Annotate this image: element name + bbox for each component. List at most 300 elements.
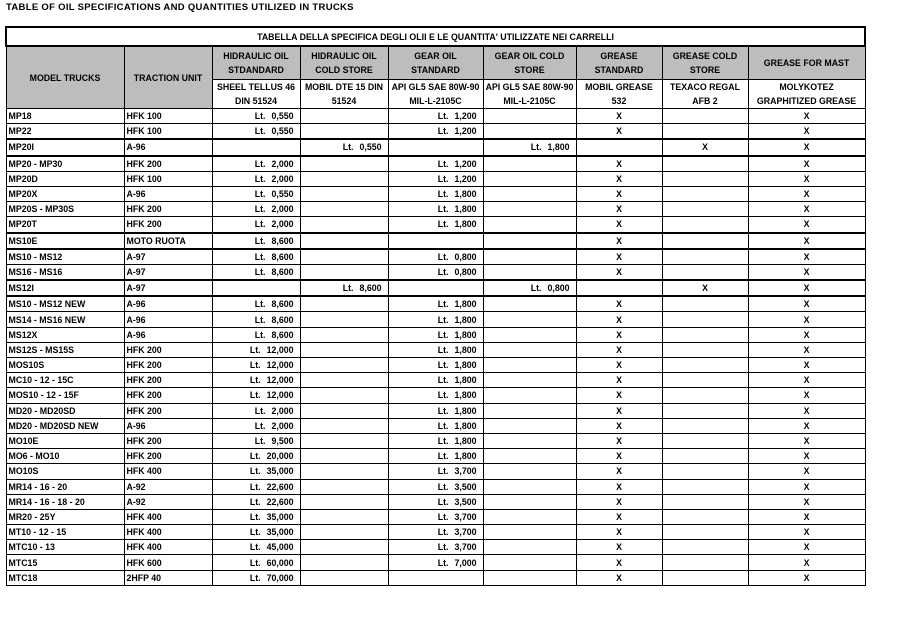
cell-model: MTC10 - 13 <box>6 540 124 555</box>
quantity-value: 1,800 <box>454 390 477 401</box>
unit-label: Lt. <box>437 481 449 492</box>
product-grease-standard: MOBIL GREASE 532 <box>576 80 662 109</box>
cell-grease-cold <box>662 525 748 540</box>
unit-label: Lt. <box>254 436 266 447</box>
cell-gear-standard <box>388 249 483 265</box>
cell-gear-cold <box>483 186 576 201</box>
cell-grease-cold <box>662 296 748 312</box>
table-row <box>6 449 865 464</box>
unit-label: Lt. <box>254 266 266 277</box>
cell-model: MD20 - MD20SD <box>6 403 124 418</box>
product-gear-standard: API GL5 SAE 80W-90 MIL-L-2105C <box>388 80 483 109</box>
cell-grease-standard: X <box>576 433 662 448</box>
cell-gear-standard <box>388 464 483 479</box>
unit-label: Lt. <box>254 329 266 340</box>
cell-traction-unit: HFK 100 <box>124 171 212 186</box>
quantity-value: 22,600 <box>266 481 294 492</box>
cell-grease-standard: X <box>576 342 662 357</box>
cell-grease-mast: X <box>748 358 865 373</box>
cell-gear-standard <box>388 373 483 388</box>
table-row <box>6 109 865 124</box>
cell-model: MP20I <box>6 139 124 155</box>
cell-gear-standard <box>388 418 483 433</box>
table-row <box>6 358 865 373</box>
cell-grease-standard: X <box>576 388 662 403</box>
cell-gear-cold <box>483 233 576 249</box>
cell-model: MS10 - MS12 NEW <box>6 296 124 312</box>
cell-hydraulic-cold <box>300 327 388 342</box>
quantity-value: 70,000 <box>266 572 294 583</box>
quantity-value: 0,800 <box>547 283 570 294</box>
quantity-value: 8,600 <box>271 251 294 262</box>
header-model-trucks: MODEL TRUCKS <box>6 46 124 109</box>
cell-grease-cold <box>662 479 748 494</box>
unit-label: Lt. <box>437 451 449 462</box>
unit-label: Lt. <box>249 360 261 371</box>
cell-grease-standard: X <box>576 156 662 172</box>
cell-hydraulic-cold <box>300 540 388 555</box>
cell-gear-cold <box>483 479 576 494</box>
banner-row <box>6 27 865 46</box>
quantity-value: 12,000 <box>266 390 294 401</box>
table-row <box>6 217 865 233</box>
header-hydraulic-standard: HIDRAULIC OIL STDANDARD <box>212 46 300 80</box>
cell-traction-unit: HFK 600 <box>124 555 212 570</box>
cell-grease-cold <box>662 327 748 342</box>
table-row <box>6 156 865 172</box>
unit-label: Lt. <box>249 527 261 538</box>
cell-grease-cold: X <box>662 139 748 155</box>
cell-grease-mast: X <box>748 433 865 448</box>
cell-grease-mast: X <box>748 449 865 464</box>
cell-grease-cold <box>662 388 748 403</box>
cell-gear-cold <box>483 418 576 433</box>
header-hydraulic-cold: HIDRAULIC OIL COLD STORE <box>300 46 388 80</box>
oil-spec-table <box>5 26 866 586</box>
cell-grease-standard: X <box>576 525 662 540</box>
cell-hydraulic-standard <box>212 509 300 524</box>
cell-grease-mast: X <box>748 570 865 585</box>
unit-label: Lt. <box>249 496 261 507</box>
cell-grease-cold <box>662 555 748 570</box>
table-row <box>6 570 865 585</box>
cell-gear-standard <box>388 139 483 155</box>
quantity-value: 0,800 <box>454 251 477 262</box>
cell-traction-unit: HFK 200 <box>124 449 212 464</box>
cell-gear-standard <box>388 342 483 357</box>
header-traction-unit: TRACTION UNIT <box>124 46 212 109</box>
cell-grease-mast: X <box>748 186 865 201</box>
header-row-main <box>6 46 865 80</box>
cell-gear-standard <box>388 264 483 280</box>
cell-grease-cold <box>662 124 748 140</box>
cell-hydraulic-cold <box>300 109 388 124</box>
cell-model: MO10E <box>6 433 124 448</box>
cell-grease-cold <box>662 540 748 555</box>
cell-grease-cold <box>662 202 748 217</box>
cell-gear-cold <box>483 570 576 585</box>
cell-gear-standard <box>388 327 483 342</box>
cell-traction-unit: HFK 200 <box>124 388 212 403</box>
cell-hydraulic-standard <box>212 186 300 201</box>
cell-grease-cold <box>662 373 748 388</box>
quantity-value: 1,800 <box>454 451 477 462</box>
cell-gear-cold <box>483 342 576 357</box>
cell-hydraulic-standard <box>212 358 300 373</box>
cell-grease-mast: X <box>748 540 865 555</box>
unit-label: Lt. <box>437 360 449 371</box>
cell-grease-cold <box>662 342 748 357</box>
header-grease-cold: GREASE COLD STORE <box>662 46 748 80</box>
cell-gear-standard <box>388 186 483 201</box>
unit-label: Lt. <box>437 405 449 416</box>
unit-label: Lt. <box>254 189 266 200</box>
unit-label: Lt. <box>437 204 449 215</box>
table-row <box>6 525 865 540</box>
cell-gear-cold <box>483 403 576 418</box>
cell-hydraulic-cold <box>300 296 388 312</box>
cell-gear-cold <box>483 296 576 312</box>
cell-grease-standard: X <box>576 327 662 342</box>
unit-label: Lt. <box>249 481 261 492</box>
cell-hydraulic-cold <box>300 249 388 265</box>
unit-label: Lt. <box>249 572 261 583</box>
cell-hydraulic-standard <box>212 264 300 280</box>
cell-traction-unit: HFK 200 <box>124 156 212 172</box>
quantity-value: 0,550 <box>271 189 294 200</box>
quantity-value: 1,800 <box>547 142 570 153</box>
cell-grease-mast: X <box>748 403 865 418</box>
quantity-value: 3,700 <box>454 466 477 477</box>
cell-traction-unit: HFK 200 <box>124 403 212 418</box>
unit-label: Lt. <box>437 390 449 401</box>
quantity-value: 12,000 <box>266 375 294 386</box>
cell-grease-mast: X <box>748 388 865 403</box>
cell-traction-unit: A-96 <box>124 186 212 201</box>
unit-label: Lt. <box>254 173 266 184</box>
cell-gear-cold <box>483 388 576 403</box>
quantity-value: 1,800 <box>454 219 477 230</box>
cell-model: MS14 - MS16 NEW <box>6 312 124 327</box>
unit-label: Lt. <box>249 344 261 355</box>
cell-gear-cold <box>483 509 576 524</box>
cell-hydraulic-cold <box>300 373 388 388</box>
cell-hydraulic-standard <box>212 217 300 233</box>
cell-gear-cold <box>483 109 576 124</box>
cell-grease-cold <box>662 156 748 172</box>
cell-grease-standard: X <box>576 494 662 509</box>
cell-grease-standard: X <box>576 358 662 373</box>
cell-model: MS10E <box>6 233 124 249</box>
cell-gear-standard <box>388 479 483 494</box>
cell-grease-mast: X <box>748 139 865 155</box>
cell-model: MOS10S <box>6 358 124 373</box>
cell-hydraulic-cold <box>300 156 388 172</box>
quantity-value: 8,600 <box>271 235 294 246</box>
unit-label: Lt. <box>437 329 449 340</box>
cell-gear-cold <box>483 449 576 464</box>
cell-grease-mast: X <box>748 327 865 342</box>
cell-hydraulic-standard <box>212 233 300 249</box>
table-row <box>6 296 865 312</box>
table-row <box>6 433 865 448</box>
cell-hydraulic-cold <box>300 388 388 403</box>
cell-model: MC10 - 12 - 15C <box>6 373 124 388</box>
quantity-value: 1,800 <box>454 375 477 386</box>
quantity-value: 7,000 <box>454 557 477 568</box>
table-row <box>6 233 865 249</box>
cell-grease-cold <box>662 109 748 124</box>
table-row <box>6 312 865 327</box>
unit-label: Lt. <box>437 219 449 230</box>
product-gear-cold: API GL5 SAE 80W-90 MIL-L-2105C <box>483 80 576 109</box>
cell-hydraulic-cold <box>300 342 388 357</box>
cell-gear-standard <box>388 388 483 403</box>
table-row <box>6 494 865 509</box>
cell-hydraulic-standard <box>212 555 300 570</box>
unit-label: Lt. <box>254 299 266 310</box>
cell-hydraulic-cold <box>300 525 388 540</box>
cell-hydraulic-standard <box>212 139 300 155</box>
cell-model: MP20 - MP30 <box>6 156 124 172</box>
cell-model: MOS10 - 12 - 15F <box>6 388 124 403</box>
cell-gear-standard <box>388 570 483 585</box>
cell-grease-mast: X <box>748 249 865 265</box>
cell-hydraulic-cold <box>300 449 388 464</box>
quantity-value: 22,600 <box>266 496 294 507</box>
cell-gear-standard <box>388 109 483 124</box>
product-grease-mast: MOLYKOTEZ GRAPHITIZED GREASE <box>748 80 865 109</box>
cell-hydraulic-cold <box>300 403 388 418</box>
cell-model: MS12I <box>6 280 124 296</box>
cell-gear-standard <box>388 555 483 570</box>
cell-traction-unit: A-92 <box>124 479 212 494</box>
quantity-value: 2,000 <box>271 204 294 215</box>
cell-traction-unit: HFK 400 <box>124 509 212 524</box>
unit-label: Lt. <box>437 251 449 262</box>
unit-label: Lt. <box>437 542 449 553</box>
cell-grease-mast: X <box>748 312 865 327</box>
cell-grease-standard: X <box>576 249 662 265</box>
cell-hydraulic-standard <box>212 494 300 509</box>
unit-label: Lt. <box>437 173 449 184</box>
cell-grease-cold <box>662 358 748 373</box>
unit-label: Lt. <box>437 436 449 447</box>
cell-grease-cold: X <box>662 280 748 296</box>
cell-grease-cold <box>662 171 748 186</box>
cell-grease-standard: X <box>576 217 662 233</box>
cell-model: MS16 - MS16 <box>6 264 124 280</box>
cell-grease-cold <box>662 217 748 233</box>
cell-hydraulic-standard <box>212 342 300 357</box>
cell-gear-cold <box>483 312 576 327</box>
cell-hydraulic-standard <box>212 449 300 464</box>
cell-grease-standard: X <box>576 449 662 464</box>
unit-label: Lt. <box>437 344 449 355</box>
cell-grease-standard: X <box>576 186 662 201</box>
table-row <box>6 202 865 217</box>
cell-hydraulic-standard <box>212 403 300 418</box>
cell-grease-standard: X <box>576 464 662 479</box>
quantity-value: 3,700 <box>454 542 477 553</box>
cell-traction-unit: A-96 <box>124 296 212 312</box>
quantity-value: 2,000 <box>271 420 294 431</box>
quantity-value: 3,500 <box>454 496 477 507</box>
cell-hydraulic-standard <box>212 249 300 265</box>
table-row <box>6 171 865 186</box>
cell-model: MS12S - MS15S <box>6 342 124 357</box>
table-row <box>6 479 865 494</box>
cell-hydraulic-cold <box>300 124 388 140</box>
cell-grease-mast: X <box>748 296 865 312</box>
cell-gear-cold <box>483 280 576 296</box>
quantity-value: 3,500 <box>454 481 477 492</box>
quantity-value: 2,000 <box>271 158 294 169</box>
cell-model: MP22 <box>6 124 124 140</box>
cell-hydraulic-standard <box>212 156 300 172</box>
unit-label: Lt. <box>530 142 542 153</box>
cell-grease-mast: X <box>748 280 865 296</box>
quantity-value: 1,800 <box>454 405 477 416</box>
cell-hydraulic-cold <box>300 358 388 373</box>
cell-gear-cold <box>483 124 576 140</box>
cell-model: MR20 - 25Y <box>6 509 124 524</box>
cell-grease-cold <box>662 249 748 265</box>
unit-label: Lt. <box>342 283 354 294</box>
table-row <box>6 342 865 357</box>
cell-grease-standard: X <box>576 233 662 249</box>
cell-hydraulic-cold <box>300 494 388 509</box>
cell-model: MTC15 <box>6 555 124 570</box>
table-row <box>6 464 865 479</box>
cell-grease-mast: X <box>748 171 865 186</box>
unit-label: Lt. <box>437 266 449 277</box>
cell-grease-cold <box>662 312 748 327</box>
cell-grease-cold <box>662 494 748 509</box>
cell-traction-unit: HFK 100 <box>124 124 212 140</box>
cell-gear-standard <box>388 540 483 555</box>
cell-hydraulic-standard <box>212 418 300 433</box>
quantity-value: 1,800 <box>454 189 477 200</box>
cell-grease-cold <box>662 570 748 585</box>
cell-model: MP20S - MP30S <box>6 202 124 217</box>
unit-label: Lt. <box>254 405 266 416</box>
cell-gear-standard <box>388 449 483 464</box>
quantity-value: 8,600 <box>271 266 294 277</box>
cell-grease-mast: X <box>748 509 865 524</box>
quantity-value: 2,000 <box>271 405 294 416</box>
quantity-value: 9,500 <box>271 436 294 447</box>
quantity-value: 20,000 <box>266 451 294 462</box>
cell-grease-standard: X <box>576 202 662 217</box>
cell-gear-cold <box>483 464 576 479</box>
table-row <box>6 509 865 524</box>
cell-traction-unit: 2HFP 40 <box>124 570 212 585</box>
cell-gear-cold <box>483 171 576 186</box>
cell-gear-cold <box>483 264 576 280</box>
cell-grease-cold <box>662 233 748 249</box>
header-grease-mast: GREASE FOR MAST <box>748 46 865 80</box>
unit-label: Lt. <box>254 158 266 169</box>
cell-gear-standard <box>388 156 483 172</box>
cell-hydraulic-cold <box>300 418 388 433</box>
cell-gear-cold <box>483 525 576 540</box>
cell-hydraulic-cold <box>300 264 388 280</box>
quantity-value: 0,550 <box>271 126 294 137</box>
quantity-value: 1,800 <box>454 299 477 310</box>
cell-model: MT10 - 12 - 15 <box>6 525 124 540</box>
cell-gear-standard <box>388 296 483 312</box>
cell-traction-unit: A-96 <box>124 312 212 327</box>
unit-label: Lt. <box>249 542 261 553</box>
cell-hydraulic-cold <box>300 139 388 155</box>
cell-hydraulic-standard <box>212 373 300 388</box>
unit-label: Lt. <box>437 420 449 431</box>
cell-gear-standard <box>388 525 483 540</box>
cell-grease-standard: X <box>576 264 662 280</box>
cell-hydraulic-cold <box>300 312 388 327</box>
cell-hydraulic-cold <box>300 186 388 201</box>
cell-traction-unit: HFK 400 <box>124 540 212 555</box>
quantity-value: 2,000 <box>271 173 294 184</box>
cell-model: MP20D <box>6 171 124 186</box>
cell-grease-standard: X <box>576 555 662 570</box>
quantity-value: 0,550 <box>359 142 382 153</box>
cell-gear-standard <box>388 358 483 373</box>
unit-label: Lt. <box>249 375 261 386</box>
quantity-value: 8,600 <box>359 283 382 294</box>
cell-gear-standard <box>388 312 483 327</box>
cell-hydraulic-standard <box>212 280 300 296</box>
cell-gear-cold <box>483 540 576 555</box>
unit-label: Lt. <box>530 283 542 294</box>
cell-grease-standard: X <box>576 509 662 524</box>
unit-label: Lt. <box>249 466 261 477</box>
cell-grease-standard <box>576 280 662 296</box>
quantity-value: 45,000 <box>266 542 294 553</box>
cell-grease-mast: X <box>748 373 865 388</box>
cell-traction-unit: A-97 <box>124 249 212 265</box>
quantity-value: 1,800 <box>454 436 477 447</box>
table-row <box>6 280 865 296</box>
quantity-value: 35,000 <box>266 527 294 538</box>
unit-label: Lt. <box>437 189 449 200</box>
table-row <box>6 418 865 433</box>
cell-gear-cold <box>483 373 576 388</box>
cell-traction-unit: HFK 200 <box>124 373 212 388</box>
cell-gear-cold <box>483 327 576 342</box>
cell-grease-mast: X <box>748 342 865 357</box>
cell-gear-standard <box>388 217 483 233</box>
cell-grease-mast: X <box>748 124 865 140</box>
table-row <box>6 249 865 265</box>
cell-grease-standard: X <box>576 479 662 494</box>
cell-hydraulic-cold <box>300 433 388 448</box>
cell-grease-standard: X <box>576 540 662 555</box>
cell-gear-standard <box>388 433 483 448</box>
cell-grease-mast: X <box>748 156 865 172</box>
cell-gear-standard <box>388 494 483 509</box>
unit-label: Lt. <box>254 251 266 262</box>
header-gear-cold: GEAR OIL COLD STORE <box>483 46 576 80</box>
cell-model: MS12X <box>6 327 124 342</box>
cell-gear-cold <box>483 555 576 570</box>
cell-hydraulic-standard <box>212 124 300 140</box>
cell-traction-unit: HFK 200 <box>124 342 212 357</box>
table-row <box>6 388 865 403</box>
product-hydraulic-standard: SHEEL TELLUS 46 DIN 51524 <box>212 80 300 109</box>
unit-label: Lt. <box>249 557 261 568</box>
